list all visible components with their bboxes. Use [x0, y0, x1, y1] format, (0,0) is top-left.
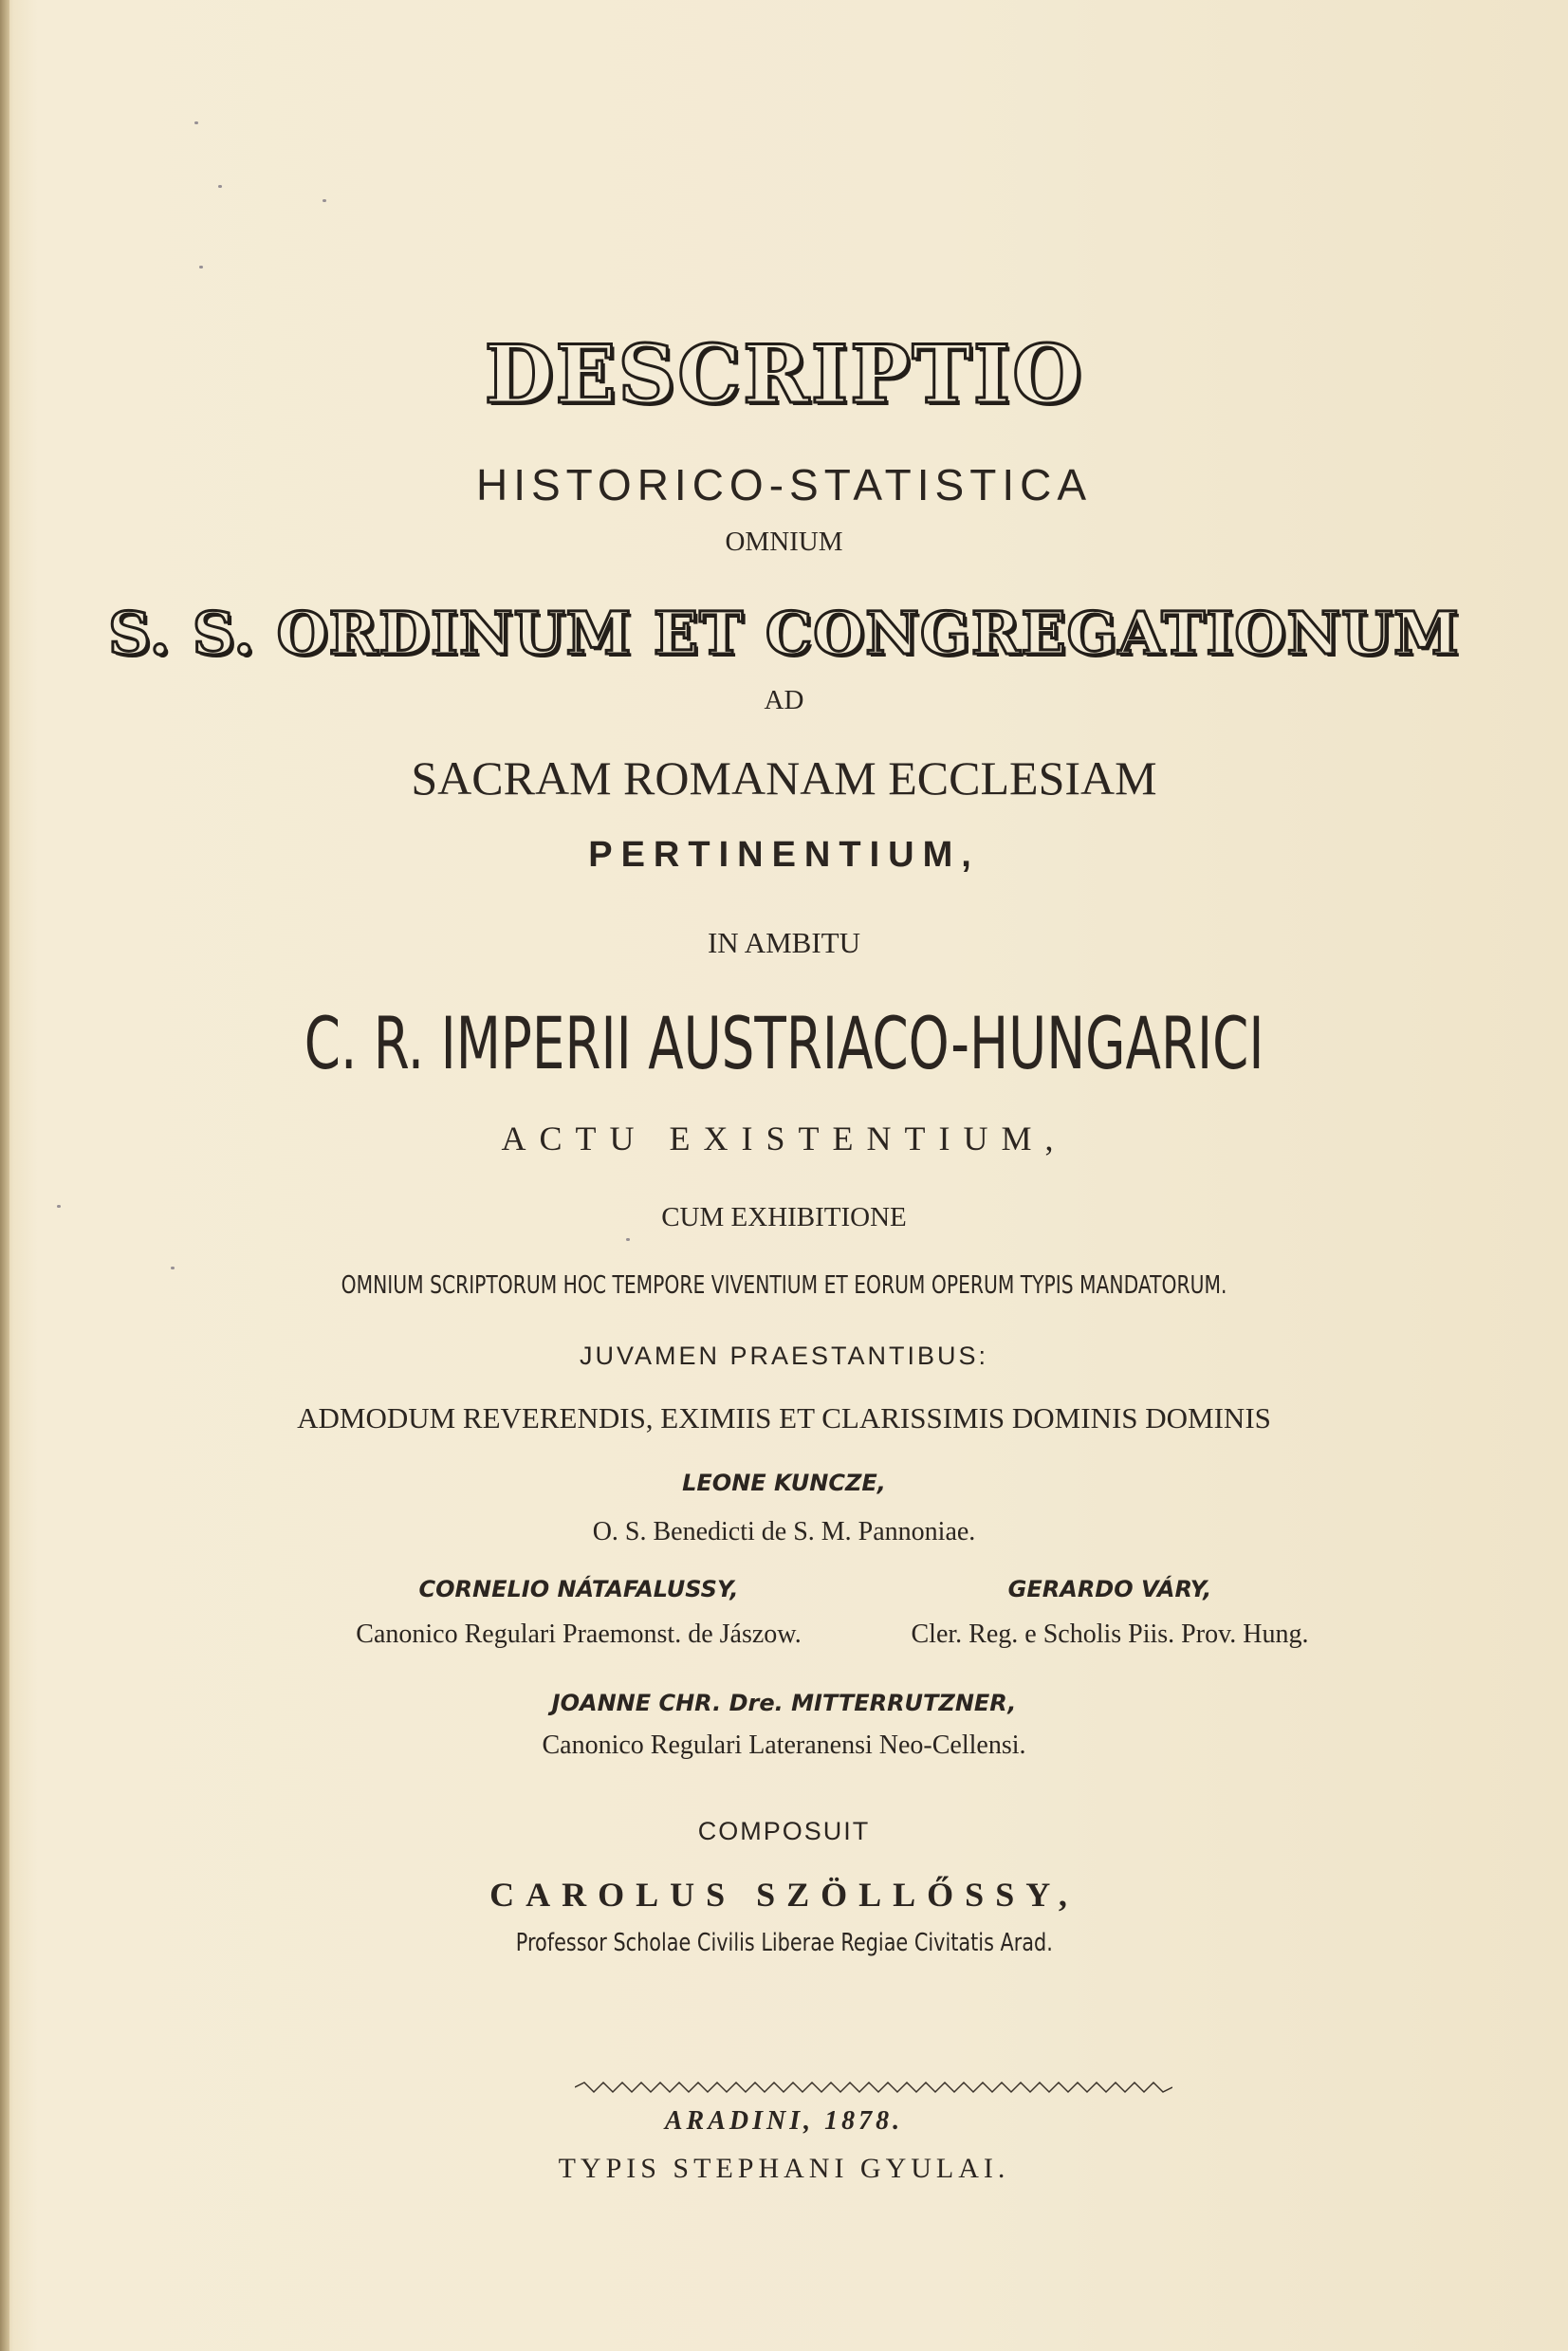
omnium-line: OMNIUM — [725, 527, 843, 557]
contributor-kuncze-desc: O. S. Benedicti de S. M. Pannoniae. — [592, 1517, 976, 1546]
imprint-place: ARADINI, 1878. — [664, 2106, 904, 2136]
imperium-line — [0, 1001, 1568, 1107]
ad-line: AD — [764, 685, 804, 715]
subtitle: HISTORICO-STATISTICA — [475, 460, 1093, 509]
ink-speck — [626, 1238, 630, 1241]
ink-speck — [199, 266, 203, 268]
author-desc-line — [0, 1926, 1568, 1964]
contributor-kuncze-name: LEONE KUNCZE, — [682, 1470, 886, 1496]
cum-exhibitione-line: CUM EXHIBITIONE — [661, 1202, 907, 1232]
composuit-line: COMPOSUIT — [697, 1817, 871, 1845]
ink-speck — [194, 121, 198, 124]
pertinentium-line: PERTINENTIUM, — [588, 835, 980, 875]
ink-speck — [218, 185, 222, 188]
contributor-natafalussy-name: CORNELIO NÁTAFALUSSY, — [418, 1576, 739, 1602]
scriptorum-line — [0, 1268, 1568, 1306]
author-name: CAROLUS SZÖLLŐSSY, — [489, 1876, 1079, 1914]
contributor-natafalussy-desc: Canonico Regulari Praemonst. de Jászow. — [356, 1620, 802, 1649]
contributor-vary-desc: Cler. Reg. e Scholis Piis. Prov. Hung. — [911, 1620, 1309, 1649]
in-ambitu-line: IN AMBITU — [707, 926, 861, 959]
contributor-vary-name: GERARDO VÁRY, — [1007, 1576, 1212, 1602]
ecclesia-line: SACRAM ROMANAM ECCLESIAM — [411, 751, 1157, 805]
imperium-text: C. R. IMPERII AUSTRIACO-HUNGARICI — [304, 1001, 1264, 1085]
admodum-line: ADMODUM REVERENDIS, EXIMIIS ET CLARISSIMIS DOMINIS DOMINIS — [297, 1401, 1271, 1435]
wavy-divider — [575, 2081, 1172, 2094]
ornate-heading: S. S. ORDINUM ET CONGREGATIONUM — [108, 599, 1460, 668]
contributor-mitterrutzner-name: JOANNE CHR. Dre. MITTERRUTZNER, — [551, 1690, 1017, 1716]
actu-line: ACTU EXISTENTIUM, — [501, 1120, 1067, 1157]
page-title: DESCRIPTIO — [484, 327, 1084, 421]
contributor-mitterrutzner-desc: Canonico Regulari Lateranensi Neo-Cellensi. — [542, 1731, 1026, 1760]
author-desc: Professor Scholae Civilis Liberae Regiae Civitatis Arad. — [515, 1929, 1053, 1957]
scriptorum-text: OMNIUM SCRIPTORUM HOC TEMPORE VIVENTIUM ET EORUM OPERUM TYPIS MANDATORUM. — [341, 1271, 1227, 1300]
printer-line: TYPIS STEPHANI GYULAI. — [558, 2153, 1010, 2184]
ink-speck — [323, 199, 326, 202]
juvamen-line: JUVAMEN PRAESTANTIBUS: — [579, 1342, 989, 1370]
